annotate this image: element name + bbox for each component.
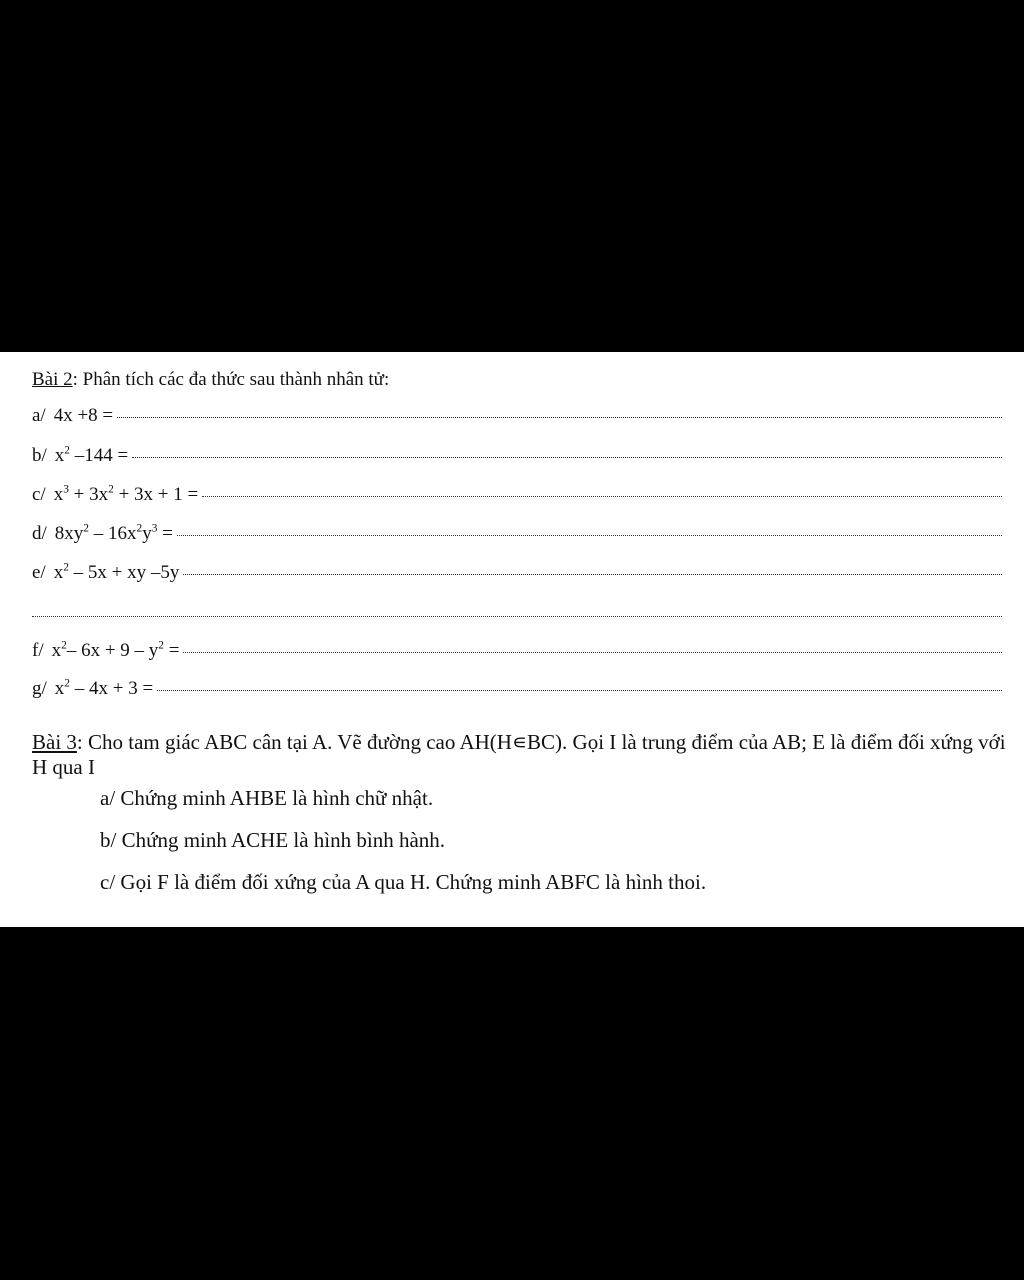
exercise-a-expression: 4x +8 = — [53, 405, 114, 426]
exercise-g-expression: $x^2 - 4x + 3$ = — [54, 677, 154, 699]
exercise-b-label: b/ — [32, 445, 47, 466]
bai3-statement: : Cho tam giác ABC cân tại A. Vẽ đường cao AH(H∊BC). Gọi I là trung điểm của AB; E là điểm đối xứng với H qua I — [32, 730, 1006, 779]
exercise-f-expression: $x^2-$ $6x + 9 - y^2$ = — [51, 639, 180, 661]
exercise-a-label: a/ — [32, 405, 46, 426]
exercise-f-label: f/ — [32, 640, 44, 661]
answer-dotted-line-extra — [32, 616, 1002, 617]
exercise-c — [32, 483, 1002, 507]
exercise-d-label: d/ — [32, 523, 47, 544]
answer-dotted-line — [117, 417, 1002, 418]
exercise-g-label: g/ — [32, 678, 47, 699]
bai3-item-c: c/ Gọi F là điểm đối xứng của A qua H. Chứng minh ABFC là hình thoi. — [100, 870, 707, 894]
exercise-c-label: c/ — [32, 484, 46, 505]
worksheet-page — [0, 352, 1024, 927]
answer-dotted-line — [177, 535, 1002, 536]
answer-dotted-line — [132, 457, 1002, 458]
bai3-item-b: b/ Chứng minh ACHE là hình bình hành. — [100, 828, 446, 852]
exercise-f — [32, 639, 1002, 663]
exercise-d-expression: $8xy^2 - 16x^2y^3$ = — [54, 522, 173, 544]
answer-dotted-line — [183, 574, 1002, 575]
exercise-b — [32, 444, 1002, 468]
exercise-a — [32, 404, 1002, 428]
bai2-heading — [32, 368, 1002, 392]
exercise-d — [32, 522, 1002, 546]
exercise-e-label: e/ — [32, 562, 46, 583]
exercise-e-expression: $x^2 - 5x$ + xy –5y — [53, 561, 180, 583]
exercise-e — [32, 561, 1002, 585]
bai3-problem — [32, 730, 1008, 780]
bai2-instruction: : Phân tích các đa thức sau thành nhân tử: — [72, 369, 390, 390]
exercise-g — [32, 677, 1002, 701]
exercise-b-expression: $x^2$ –144 = — [54, 444, 129, 466]
answer-dotted-line — [202, 496, 1002, 497]
exercise-c-expression: $x^3 + 3x^2 + 3x + 1$ = — [53, 483, 199, 505]
answer-dotted-line — [157, 690, 1002, 691]
bai3-label: Bài 3 — [32, 730, 77, 754]
bai3-item-a: a/ Chứng minh AHBE là hình chữ nhật. — [100, 786, 434, 810]
bai2-label: Bài 2 — [32, 369, 73, 390]
answer-dotted-line — [183, 652, 1002, 653]
